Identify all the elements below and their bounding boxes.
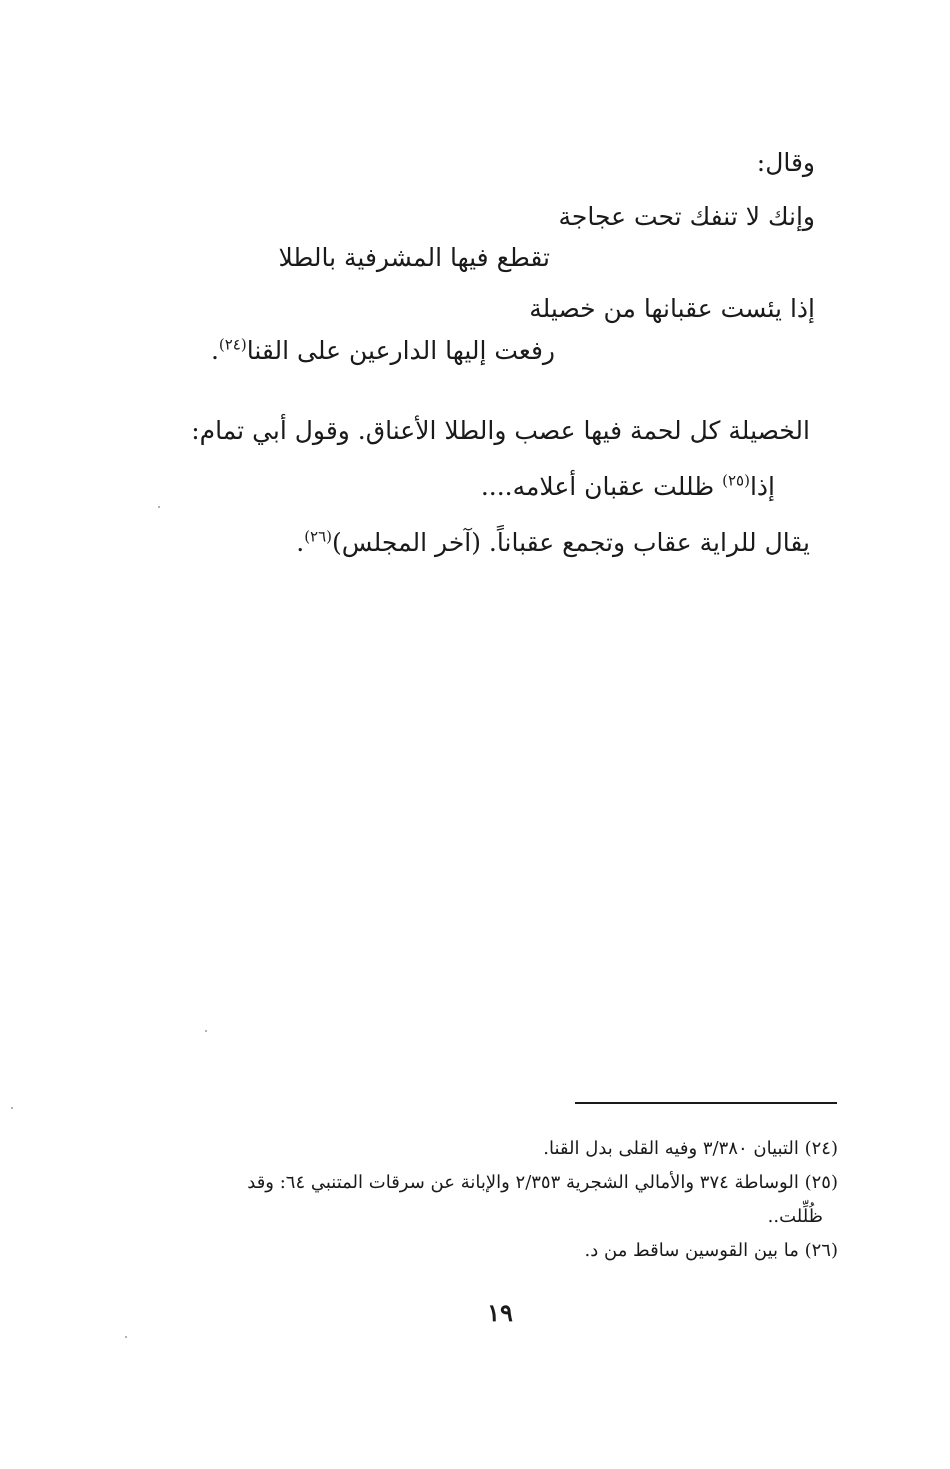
page-number: ١٩: [487, 1298, 513, 1327]
verse1-first-hemistich: [559, 204, 815, 229]
verse2-second-hemistich: [210, 335, 555, 365]
footnote-25: [247, 1174, 838, 1192]
footnote-separator: [575, 1102, 837, 1104]
explanation-text: يقال للراية عقاب وتجمع عقباناً. (آخر المجلس): [332, 528, 810, 557]
verse-text: رفعت إليها الدارعين على القنا: [246, 336, 555, 365]
quote-text: ظللت عقبان أعلامه....: [480, 472, 723, 501]
intro-line: [757, 150, 815, 175]
footnote-number: (٢٥): [804, 1172, 838, 1193]
scan-speck: [11, 1107, 13, 1109]
verse-text: إذا يئست عقبانها من خصيلة: [529, 294, 815, 323]
scan-speck: [205, 1030, 207, 1032]
footnote-24: [543, 1140, 838, 1158]
footnote-number: (٢٦): [804, 1240, 838, 1261]
explanation-line: [296, 527, 810, 557]
verse2-first-hemistich: [529, 296, 815, 321]
gloss-text: الخصيلة كل لحمة فيها عصب والطلا الأعناق. وقول أبي تمام:: [191, 416, 810, 445]
footnote-ref-25: (٢٥): [722, 471, 750, 490]
footnote-text: التبيان ٣/٣٨٠ وفيه القلى بدل القنا.: [543, 1138, 799, 1159]
footnote-text: ظُلِّلت..: [767, 1206, 823, 1227]
intro-text: وقال:: [756, 148, 815, 177]
footnote-26: [585, 1242, 838, 1260]
footnote-ref-26: (٢٦): [304, 527, 333, 546]
verse-text: وإنك لا تنفك تحت عجاجة: [558, 202, 815, 231]
gloss-line: [191, 418, 810, 443]
verse-text: تقطع فيها المشرفية بالطلا: [278, 243, 550, 272]
punctuation: .: [296, 528, 305, 557]
footnote-number: (٢٤): [804, 1138, 838, 1159]
footnote-text: ما بين القوسين ساقط من د.: [584, 1240, 799, 1261]
scan-speck: [125, 1336, 127, 1338]
scan-speck: [158, 506, 160, 508]
verse1-second-hemistich: [278, 245, 550, 270]
quote-line: [480, 471, 775, 501]
footnote-ref-24: (٢٤): [218, 335, 247, 354]
punctuation: .: [210, 336, 219, 365]
footnote-text: الوساطة ٣٧٤ والأمالي الشجرية ٢/٣٥٣ والإبانة عن سرقات المتنبي ٦٤: وقد: [247, 1172, 799, 1193]
quote-start: إذا: [749, 472, 775, 501]
footnote-25-continuation: [768, 1208, 823, 1226]
